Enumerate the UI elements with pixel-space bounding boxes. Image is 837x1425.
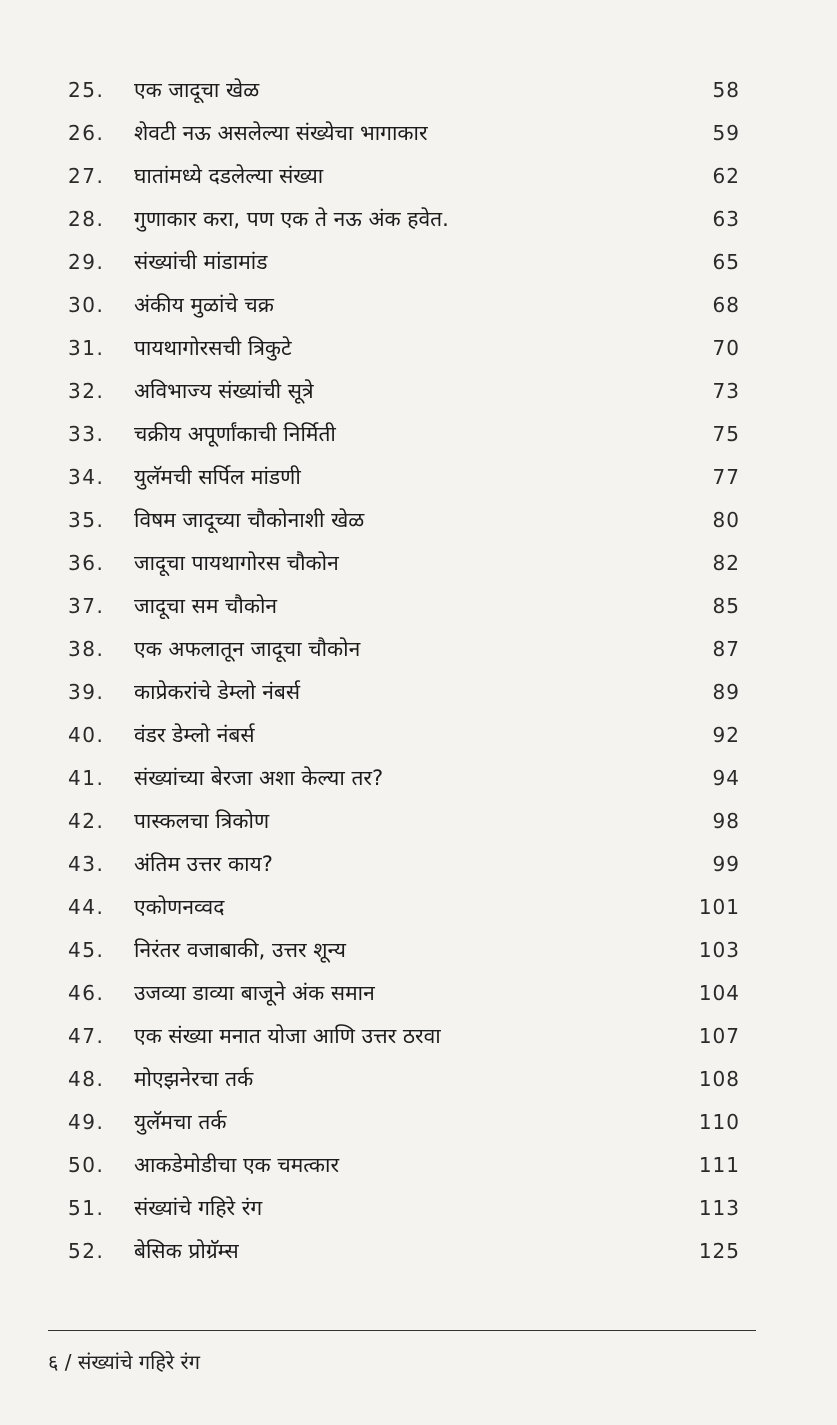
toc-entry-number: 52. [68, 1239, 105, 1263]
toc-entry-number: 33. [68, 422, 105, 446]
toc-entry-title: अंकीय मुळांचे चक्र [134, 293, 274, 317]
toc-entry-page-number: 62 [712, 164, 740, 188]
toc-entry-title: निरंतर वजाबाकी, उत्तर शून्य [134, 938, 346, 962]
toc-entry-number: 39. [68, 680, 105, 704]
toc-entry-number: 26. [68, 121, 105, 145]
toc-entry-title: एक अफलातून जादूचा चौकोन [134, 637, 361, 661]
toc-entry-number: 43. [68, 852, 105, 876]
toc-entry-number: 25. [68, 78, 105, 102]
toc-entry-title: विषम जादूच्या चौकोनाशी खेळ [134, 508, 365, 532]
toc-entry [0, 588, 837, 631]
toc-entry-title: संख्यांची मांडामांड [134, 250, 268, 274]
toc-entry-number: 38. [68, 637, 105, 661]
toc-entry [0, 1147, 837, 1190]
table-of-contents [0, 72, 837, 1276]
toc-entry-title: पास्कलचा त्रिकोण [134, 809, 270, 833]
toc-entry-title: काप्रेकरांचे डेम्लो नंबर्स [134, 680, 301, 704]
toc-entry [0, 158, 837, 201]
toc-entry-page-number: 59 [712, 121, 740, 145]
toc-entry-title: चक्रीय अपूर्णांकाची निर्मिती [134, 422, 336, 446]
toc-entry-number: 48. [68, 1067, 105, 1091]
page-footer: ६ / संख्यांचे गहिरे रंग [48, 1350, 200, 1374]
toc-entry [0, 1061, 837, 1104]
toc-entry [0, 545, 837, 588]
toc-entry-title: गुणाकार करा, पण एक ते नऊ अंक हवेत. [134, 207, 449, 231]
toc-entry [0, 1190, 837, 1233]
toc-entry-page-number: 80 [712, 508, 740, 532]
toc-entry-title: एक जादूचा खेळ [134, 78, 260, 102]
toc-entry [0, 846, 837, 889]
toc-entry-page-number: 70 [712, 336, 740, 360]
toc-entry-page-number: 73 [712, 379, 740, 403]
toc-entry-number: 27. [68, 164, 105, 188]
toc-entry-page-number: 87 [712, 637, 740, 661]
toc-entry-title: युलॅमची सर्पिल मांडणी [134, 465, 301, 489]
toc-entry-page-number: 92 [712, 723, 740, 747]
toc-entry [0, 803, 837, 846]
toc-entry-page-number: 110 [698, 1110, 740, 1134]
toc-entry-title: बेसिक प्रोग्रॅम्स [134, 1239, 239, 1263]
toc-entry-number: 34. [68, 465, 105, 489]
toc-entry-page-number: 65 [712, 250, 740, 274]
toc-entry [0, 373, 837, 416]
toc-entry-title: पायथागोरसची त्रिकुटे [134, 336, 292, 360]
toc-entry-title: एकोणनव्वद [134, 895, 225, 919]
toc-entry-page-number: 77 [712, 465, 740, 489]
toc-entry-title: एक संख्या मनात योजा आणि उत्तर ठरवा [134, 1024, 441, 1048]
toc-entry-number: 47. [68, 1024, 105, 1048]
toc-entry-title: जादूचा पायथागोरस चौकोन [134, 551, 339, 575]
footer-divider [48, 1330, 756, 1331]
toc-entry-title: उजव्या डाव्या बाजूने अंक समान [134, 981, 375, 1005]
toc-entry-title: युलॅमचा तर्क [134, 1110, 227, 1134]
toc-entry-number: 49. [68, 1110, 105, 1134]
toc-entry-title: संख्यांच्या बेरजा अशा केल्या तर? [134, 766, 384, 790]
toc-entry-title: घातांमध्ये दडलेल्या संख्या [134, 164, 324, 188]
toc-entry [0, 244, 837, 287]
toc-entry-number: 41. [68, 766, 105, 790]
toc-entry-number: 37. [68, 594, 105, 618]
toc-entry-title: अविभाज्य संख्यांची सूत्रे [134, 379, 314, 403]
toc-entry-page-number: 63 [712, 207, 740, 231]
toc-entry-page-number: 68 [712, 293, 740, 317]
toc-entry-number: 32. [68, 379, 105, 403]
toc-entry-number: 30. [68, 293, 105, 317]
toc-entry [0, 1104, 837, 1147]
toc-entry [0, 932, 837, 975]
toc-entry-title: जादूचा सम चौकोन [134, 594, 278, 618]
toc-entry-page-number: 107 [698, 1024, 740, 1048]
toc-entry-page-number: 75 [712, 422, 740, 446]
toc-entry [0, 201, 837, 244]
toc-entry-page-number: 94 [712, 766, 740, 790]
toc-entry [0, 1233, 837, 1276]
toc-entry-number: 36. [68, 551, 105, 575]
toc-entry [0, 115, 837, 158]
toc-entry-page-number: 113 [698, 1196, 740, 1220]
toc-entry-page-number: 85 [712, 594, 740, 618]
toc-entry-page-number: 89 [712, 680, 740, 704]
toc-entry-page-number: 98 [712, 809, 740, 833]
toc-entry-page-number: 104 [698, 981, 740, 1005]
toc-entry-number: 35. [68, 508, 105, 532]
toc-entry-title: शेवटी नऊ असलेल्या संख्येचा भागाकार [134, 121, 428, 145]
toc-entry [0, 287, 837, 330]
toc-entry-page-number: 103 [698, 938, 740, 962]
toc-entry [0, 1018, 837, 1061]
toc-entry-number: 44. [68, 895, 105, 919]
toc-entry-number: 46. [68, 981, 105, 1005]
toc-entry-title: आकडेमोडीचा एक चमत्कार [134, 1153, 340, 1177]
toc-entry-number: 29. [68, 250, 105, 274]
toc-entry-page-number: 82 [712, 551, 740, 575]
toc-entry-page-number: 99 [712, 852, 740, 876]
toc-entry-page-number: 58 [712, 78, 740, 102]
toc-entry-number: 31. [68, 336, 105, 360]
toc-entry-page-number: 111 [698, 1153, 740, 1177]
toc-entry-title: अंतिम उत्तर काय? [134, 852, 273, 876]
toc-entry [0, 631, 837, 674]
toc-entry-title: संख्यांचे गहिरे रंग [134, 1196, 263, 1220]
toc-entry-page-number: 125 [698, 1239, 740, 1263]
toc-entry-number: 28. [68, 207, 105, 231]
toc-entry [0, 502, 837, 545]
toc-entry [0, 674, 837, 717]
toc-entry-number: 51. [68, 1196, 105, 1220]
toc-entry [0, 459, 837, 502]
toc-entry [0, 72, 837, 115]
toc-entry-title: मोएझनेरचा तर्क [134, 1067, 254, 1091]
toc-entry-page-number: 108 [698, 1067, 740, 1091]
toc-entry-number: 50. [68, 1153, 105, 1177]
toc-entry [0, 889, 837, 932]
toc-entry-page-number: 101 [698, 895, 740, 919]
toc-entry-title: वंडर डेम्लो नंबर्स [134, 723, 255, 747]
toc-entry [0, 717, 837, 760]
toc-entry [0, 975, 837, 1018]
toc-entry [0, 416, 837, 459]
toc-entry [0, 760, 837, 803]
toc-entry-number: 42. [68, 809, 105, 833]
toc-entry-number: 45. [68, 938, 105, 962]
toc-entry [0, 330, 837, 373]
toc-entry-number: 40. [68, 723, 105, 747]
